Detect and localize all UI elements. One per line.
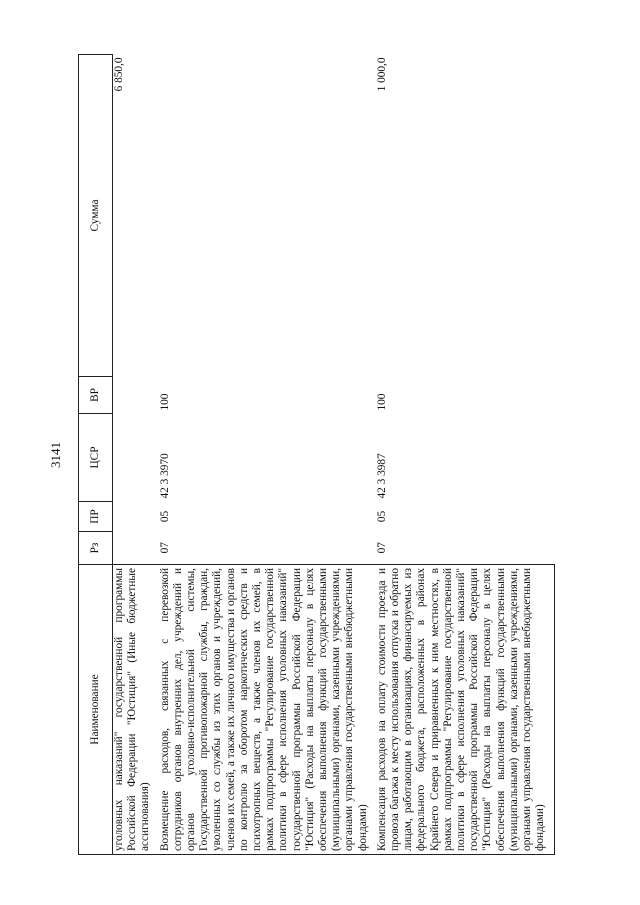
row-pr: 05 <box>375 510 388 523</box>
row-vr: 100 <box>375 393 388 411</box>
budget-table <box>78 54 555 855</box>
row-name: Компенсация расходов на оплату стоимости проезда и провоза багажа к месту использования отпуска и обратно лицам, работающим в организациях, финансируемых из федерального бюджета, расположенных в районах Крайнего Севера и приравненных к ним местностях, в рамках подпрограммы "Регулирование государственной политики в сфере исполнения уголовных наказаний" государственной программы Российской Федерации "Юстиция" (Расходы на выплаты персоналу в целях обеспечения выполнения функций государственными (муниципальными) органами, казенными учреждениями, органами управления государственными внебюджетными фондами) <box>376 565 554 855</box>
row-sum: 1 000,0 <box>375 57 388 92</box>
row-sum: 6 850,0 <box>113 57 125 92</box>
row-pr: 05 <box>158 510 171 523</box>
header-name: Наименование <box>79 565 113 855</box>
row-rz: 07 <box>375 542 388 554</box>
row-pr <box>113 502 159 532</box>
row-rz <box>113 532 159 565</box>
page-number: 3141 <box>48 442 63 468</box>
row-rz: 07 <box>158 542 171 554</box>
header-csr: ЦСР <box>79 414 113 502</box>
header-rz: Рз <box>79 532 113 565</box>
table-row <box>376 55 554 855</box>
table-row <box>113 55 159 855</box>
header-vr: ВР <box>79 377 113 414</box>
row-vr <box>113 377 159 414</box>
header-sum: Сумма <box>79 55 113 377</box>
row-csr <box>113 414 159 502</box>
header-pr: ПР <box>79 502 113 532</box>
row-name: Возмещение расходов, связанных с перевозкой сотрудников органов внутренних дел, учреждений и органов уголовно-исполнительной системы, Государственной противопожарной службы, граждан, уволенных со службы из этих органов и учреждений, членов их семей, а также их личного имущества и органов по контролю за оборотом наркотических средств и психотропных веществ, а также членов их семей, в рамках подпрограммы "Регулирование государственной политики в сфере исполнения уголовных наказаний" государственной программы Российской Федерации "Юстиция" (Расходы на выплаты персоналу в целях обеспечения выполнения функций государственными (муниципальными) органами, казенными учреждениями, органами управления государственными внебюджетными фондами) <box>159 565 376 855</box>
row-csr: 42 3 3970 <box>158 453 171 499</box>
row-vr: 100 <box>158 393 171 411</box>
row-name: уголовных наказаний" государственной программы Российской Федерации "Юстиция" (Иные бюджетные ассигнования) <box>113 565 159 855</box>
table-header-row <box>79 55 113 855</box>
row-csr: 42 3 3987 <box>375 453 388 499</box>
rotated-content <box>48 55 624 855</box>
